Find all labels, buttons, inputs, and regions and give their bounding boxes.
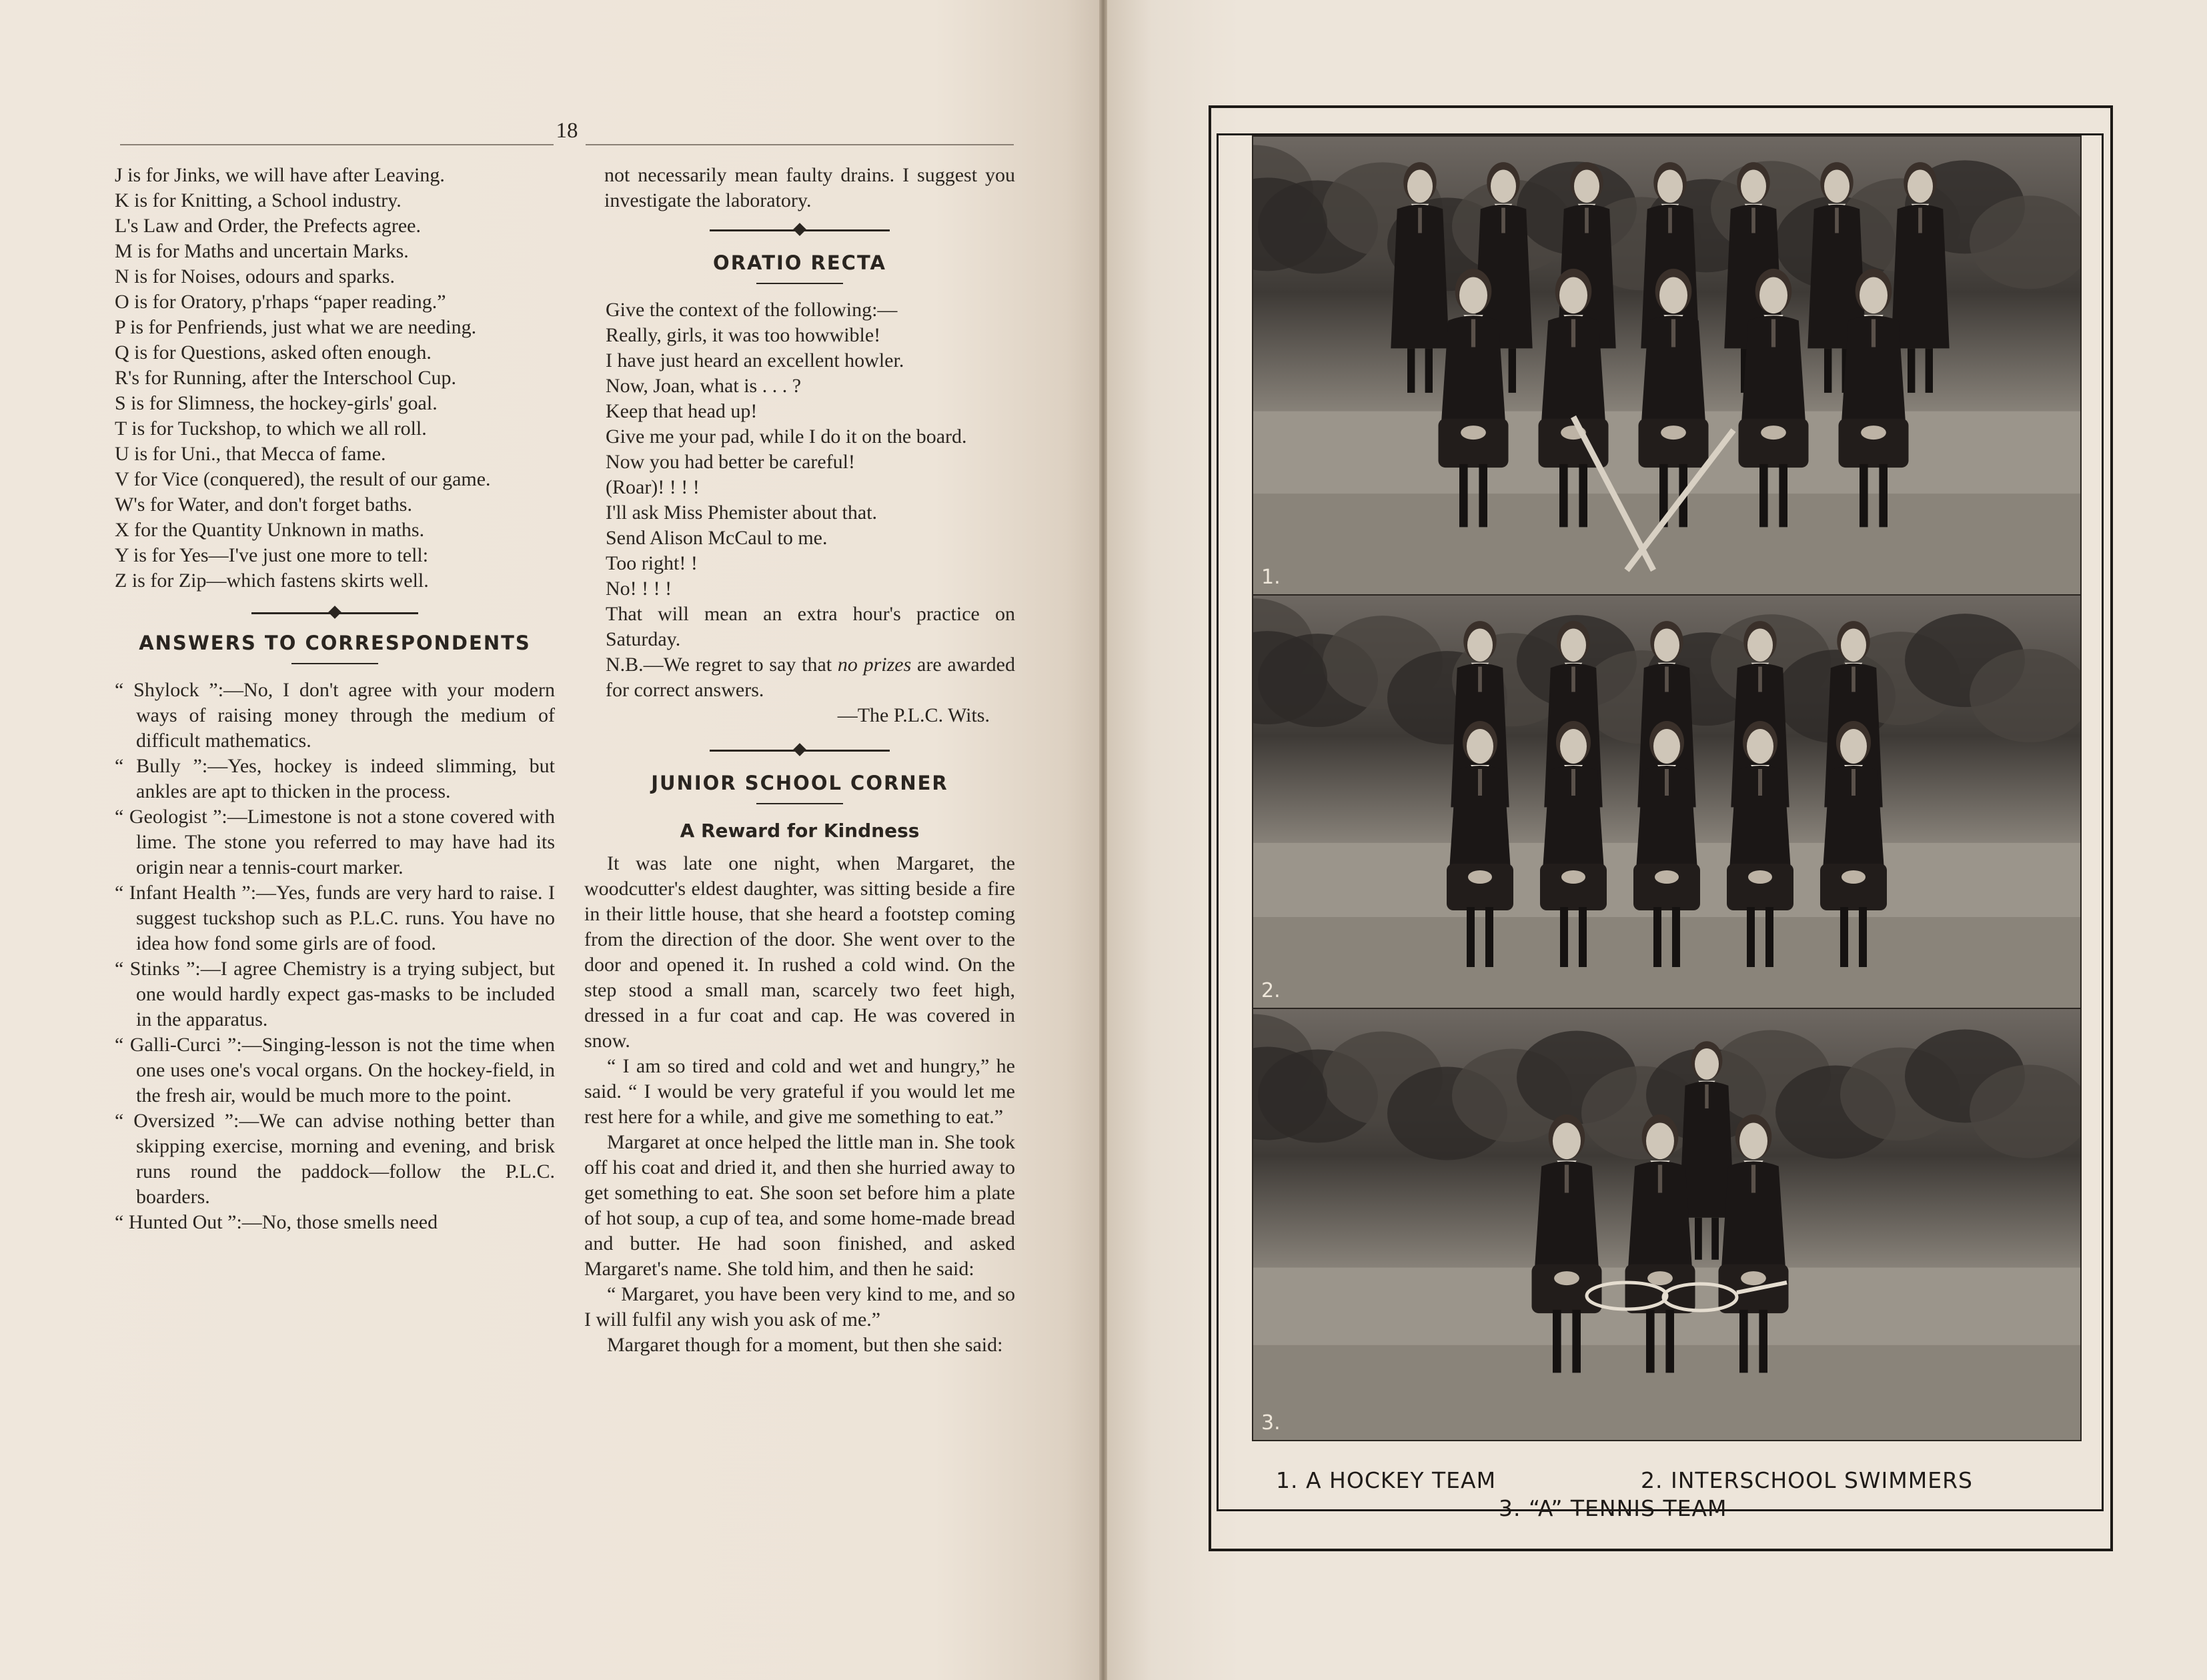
tie: [1658, 1165, 1662, 1193]
oratio-line: Give the context of the following:—: [606, 299, 898, 321]
story-paragraph: Margaret at once helped the little man in. She took off his coat and dried it, and then she hurried away to get something to eat. She soon set before him a plate of hot soup, a cup of tea, and some home-made bread and butter. He had soon finished, and asked Margaret's name. She told him, and then he said:: [584, 1131, 1015, 1280]
tie: [1852, 667, 1856, 692]
section-divider: [710, 220, 890, 240]
oratio-line: I'll ask Miss Phemister about that.: [606, 502, 878, 524]
face: [1657, 170, 1683, 203]
book-gutter: [1099, 0, 1107, 1680]
alphabet-line: P is for Penfriends, just what we are needing.: [115, 316, 477, 338]
alphabet-line: S is for Slimness, the hockey-girls' goal.: [115, 392, 438, 414]
tie: [1758, 667, 1762, 692]
tie: [1671, 319, 1675, 347]
leg: [1665, 1310, 1674, 1373]
header-rule-right: [586, 144, 1014, 145]
face: [1739, 1123, 1767, 1160]
oratio-line: Send Alison McCaul to me.: [606, 527, 828, 549]
oratio-line: Now you had better be careful!: [606, 451, 856, 473]
tie: [1478, 667, 1482, 692]
oratio-line: Keep that head up!: [606, 400, 758, 422]
answer-item: “ Stinks ”:—I agree Chemistry is a trying subject, but one would hardly expect gas-masks to be included in the apparatus.: [115, 958, 555, 1030]
alphabet-line: N is for Noises, odours and sparks.: [115, 265, 395, 287]
alphabet-line: M is for Maths and uncertain Marks.: [115, 240, 409, 262]
leg: [1572, 1310, 1581, 1373]
face: [1841, 629, 1866, 662]
tie: [1585, 208, 1589, 233]
heading-underline: [291, 663, 378, 664]
leg: [1425, 348, 1433, 393]
leg: [1467, 907, 1475, 967]
photo-interschool-swimmers: [1252, 594, 2082, 1009]
photo-plate-inner-frame: [1217, 133, 2104, 1511]
hands: [1861, 426, 1886, 440]
face: [1695, 1048, 1719, 1080]
heading-underline: [756, 283, 843, 284]
story-paragraph: “ I am so tired and cold and wet and hungry,” he said. “ I would be very grateful if you would let me rest here for a while, and give me something to eat.”: [584, 1055, 1015, 1128]
hockey-team-image: [1253, 137, 2080, 594]
face: [1908, 170, 1933, 203]
photo-number: 2.: [1261, 979, 1281, 1002]
photo-number: 3.: [1261, 1411, 1281, 1435]
leg: [1840, 907, 1848, 967]
nb-italic: no prizes: [837, 654, 912, 676]
swimmers-image: [1253, 596, 2080, 1008]
tie: [1665, 667, 1669, 692]
leg: [1653, 907, 1661, 967]
leg: [1908, 348, 1915, 393]
face: [1646, 1123, 1674, 1160]
photo-number: 1.: [1261, 566, 1281, 589]
alphabet-line: J is for Jinks, we will have after Leaving.: [115, 164, 445, 186]
photo-hockey-team: [1252, 135, 2082, 596]
leg: [1407, 348, 1415, 393]
tie: [1705, 1084, 1708, 1108]
section-divider: [251, 603, 418, 623]
photo-plate-frame: [1209, 105, 2113, 1551]
leg: [1646, 1310, 1655, 1373]
answer-item: “ Shylock ”:—No, I don't agree with your modern ways of raising money through the medium of difficult mathematics.: [115, 679, 555, 752]
path: [1253, 917, 2080, 1008]
answer-item: “ Hunted Out ”:—No, those smells need: [115, 1211, 438, 1233]
left-column: [115, 163, 555, 1235]
tie: [1852, 769, 1856, 796]
tie: [1571, 319, 1575, 347]
answers-heading: ANSWERS TO CORRESPONDENTS: [139, 632, 531, 654]
face: [1654, 629, 1679, 662]
tie: [1478, 769, 1482, 796]
caption-hockey: 1. A HOCKEY TEAM: [1276, 1467, 1497, 1493]
face: [1659, 277, 1687, 314]
caption-swimmers: 2. INTERSCHOOL SWIMMERS: [1641, 1467, 1973, 1493]
hands: [1554, 1271, 1579, 1285]
tie: [1872, 319, 1876, 347]
answer-item: “ Galli-Curci ”:—Singing-lesson is not the time when one uses one's vocal organs. On the hockey-field, in the fresh air, would be much more to the point.: [115, 1034, 555, 1106]
tie: [1758, 769, 1762, 796]
oratio-line: Now, Joan, what is . . . ?: [606, 375, 802, 397]
answer-item: “ Bully ”:—Yes, hockey is indeed slimming, but ankles are apt to thicken in the process.: [115, 755, 555, 802]
tie: [1501, 208, 1505, 233]
hands: [1561, 870, 1585, 884]
oratio-heading: ORATIO RECTA: [713, 251, 886, 274]
leg: [1765, 907, 1773, 967]
tie: [1751, 208, 1755, 233]
hands: [1842, 870, 1866, 884]
leg: [1553, 1310, 1561, 1373]
leg: [1459, 464, 1468, 528]
junior-heading: JUNIOR SCHOOL CORNER: [651, 772, 948, 794]
tie: [1571, 769, 1575, 796]
leg: [1579, 464, 1587, 528]
answer-item: “ Oversized ”:—We can advise nothing better than skipping exercise, morning and evening, and brisk runs round the paddock—follow the P.L.C. boarders.: [115, 1110, 555, 1208]
photo-tennis-team: [1252, 1008, 2082, 1441]
section-divider: [710, 740, 890, 760]
story-paragraph: It was late one night, when Margaret, the woodcutter's eldest daughter, was sitting beside a fire in their little house, that she heard a footstep coming from the direction of the door. She went over to the door and opened it. In rushed a cold wind. On the step stood a small man, scarcely two feet high, dressed in a fur coat and cap. He was covered in snow.: [584, 852, 1015, 1052]
leg: [1579, 907, 1587, 967]
leg: [1509, 348, 1516, 393]
oratio-line: I have just heard an excellent howler.: [606, 349, 904, 371]
face: [1561, 629, 1586, 662]
face: [1860, 277, 1888, 314]
face: [1459, 277, 1487, 314]
hands: [1461, 426, 1486, 440]
hands: [1761, 426, 1786, 440]
face: [1467, 729, 1493, 764]
leg: [1824, 348, 1831, 393]
leg: [1711, 1218, 1719, 1260]
alphabet-list: [115, 163, 555, 594]
leg: [1859, 907, 1867, 967]
left-page: [0, 0, 1099, 1680]
story-paragraph: Margaret though for a moment, but then she said:: [607, 1334, 1003, 1356]
alphabet-line: O is for Oratory, p'rhaps “paper reading.”: [115, 291, 446, 313]
tie: [1471, 319, 1475, 347]
answers-list: [115, 678, 555, 1235]
alphabet-line: X for the Quantity Unknown in maths.: [115, 519, 425, 541]
leg: [1926, 348, 1933, 393]
alphabet-line: Z is for Zip—which fastens skirts well.: [115, 570, 429, 592]
leg: [1739, 1310, 1748, 1373]
leg: [1879, 464, 1888, 528]
answer-item: “ Geologist ”:—Limestone is not a stone covered with lime. The stone you referred to may have had its origin near a tennis-court marker.: [115, 806, 555, 878]
heading-underline: [756, 803, 843, 804]
hands: [1468, 870, 1492, 884]
alphabet-line: W's for Water, and don't forget baths.: [115, 494, 412, 516]
hands: [1661, 426, 1686, 440]
alphabet-line: Y is for Yes—I've just one more to tell:: [115, 544, 429, 566]
face: [1574, 170, 1599, 203]
face: [1741, 170, 1766, 203]
story-title: A Reward for Kindness: [680, 820, 920, 842]
leg: [1479, 464, 1487, 528]
alphabet-line: V for Vice (conquered), the result of our game.: [115, 468, 491, 490]
face: [1747, 629, 1773, 662]
page-number: 18: [556, 119, 578, 143]
alphabet-line: T is for Tuckshop, to which we all roll.: [115, 417, 427, 440]
oratio-line: No! ! ! !: [606, 578, 672, 600]
face: [1840, 729, 1867, 764]
nb-prefix: N.B.—We regret to say that: [606, 654, 838, 676]
leg: [1672, 907, 1680, 967]
face: [1559, 277, 1587, 314]
caption-tennis: 3. “A” TENNIS TEAM: [1499, 1495, 1727, 1521]
hands: [1748, 870, 1772, 884]
leg: [1485, 907, 1493, 967]
face: [1491, 170, 1516, 203]
alphabet-line: Q is for Questions, asked often enough.: [115, 341, 432, 363]
tie: [1665, 769, 1669, 796]
tennis-team-image: [1253, 1009, 2080, 1440]
leg: [1860, 464, 1868, 528]
tie: [1835, 208, 1839, 233]
tie: [1918, 208, 1922, 233]
story-body: [584, 851, 1015, 1358]
leg: [1559, 464, 1568, 528]
oratio-line: (Roar)! ! ! !: [606, 476, 700, 498]
face: [1824, 170, 1850, 203]
oratio-lines: [584, 297, 1015, 652]
leg: [1779, 464, 1787, 528]
leg: [1560, 907, 1568, 967]
alphabet-line: K is for Knitting, a School industry.: [115, 189, 402, 211]
tie: [1571, 667, 1575, 692]
face: [1747, 729, 1773, 764]
hands: [1655, 870, 1679, 884]
face: [1653, 729, 1680, 764]
answer-item: “ Infant Health ”:—Yes, funds are very hard to raise. I suggest tuckshop such as P.L.C. runs. You have no idea how fond some girls are of food.: [115, 882, 555, 954]
answers-continuation: not necessarily mean faulty drains. I suggest you investigate the laboratory.: [604, 164, 1015, 211]
oratio-nb: [584, 652, 1015, 703]
story-paragraph: “ Margaret, you have been very kind to me, and so I will fulfil any wish you ask of me.”: [584, 1283, 1015, 1331]
right-column: [584, 163, 1015, 1358]
oratio-line: That will mean an extra hour's practice on Saturday.: [606, 603, 1015, 650]
leg: [1759, 1310, 1767, 1373]
header-rule-left: [120, 144, 554, 145]
tie: [1565, 1165, 1569, 1193]
oratio-line: Really, girls, it was too howwible!: [606, 324, 881, 346]
tie: [1668, 208, 1672, 233]
oratio-signature: —The P.L.C. Wits.: [837, 704, 990, 726]
face: [1467, 629, 1493, 662]
alphabet-line: R's for Running, after the Interschool Cup.: [115, 367, 456, 389]
face: [1553, 1123, 1581, 1160]
tie: [1418, 208, 1422, 233]
face: [1560, 729, 1587, 764]
face: [1759, 277, 1787, 314]
leg: [1759, 464, 1768, 528]
oratio-line: Give me your pad, while I do it on the board.: [606, 426, 967, 448]
hands: [1647, 1271, 1673, 1285]
nb-suffix: are awarded for correct answers.: [606, 654, 1015, 701]
alphabet-line: U is for Uni., that Mecca of fame.: [115, 443, 386, 465]
tie: [1751, 1165, 1755, 1193]
tie: [1771, 319, 1775, 347]
oratio-line: Too right! !: [606, 552, 698, 574]
alphabet-line: L's Law and Order, the Prefects agree.: [115, 215, 421, 237]
leg: [1747, 907, 1755, 967]
hands: [1741, 1271, 1766, 1285]
leg: [1695, 1218, 1702, 1260]
face: [1407, 170, 1433, 203]
